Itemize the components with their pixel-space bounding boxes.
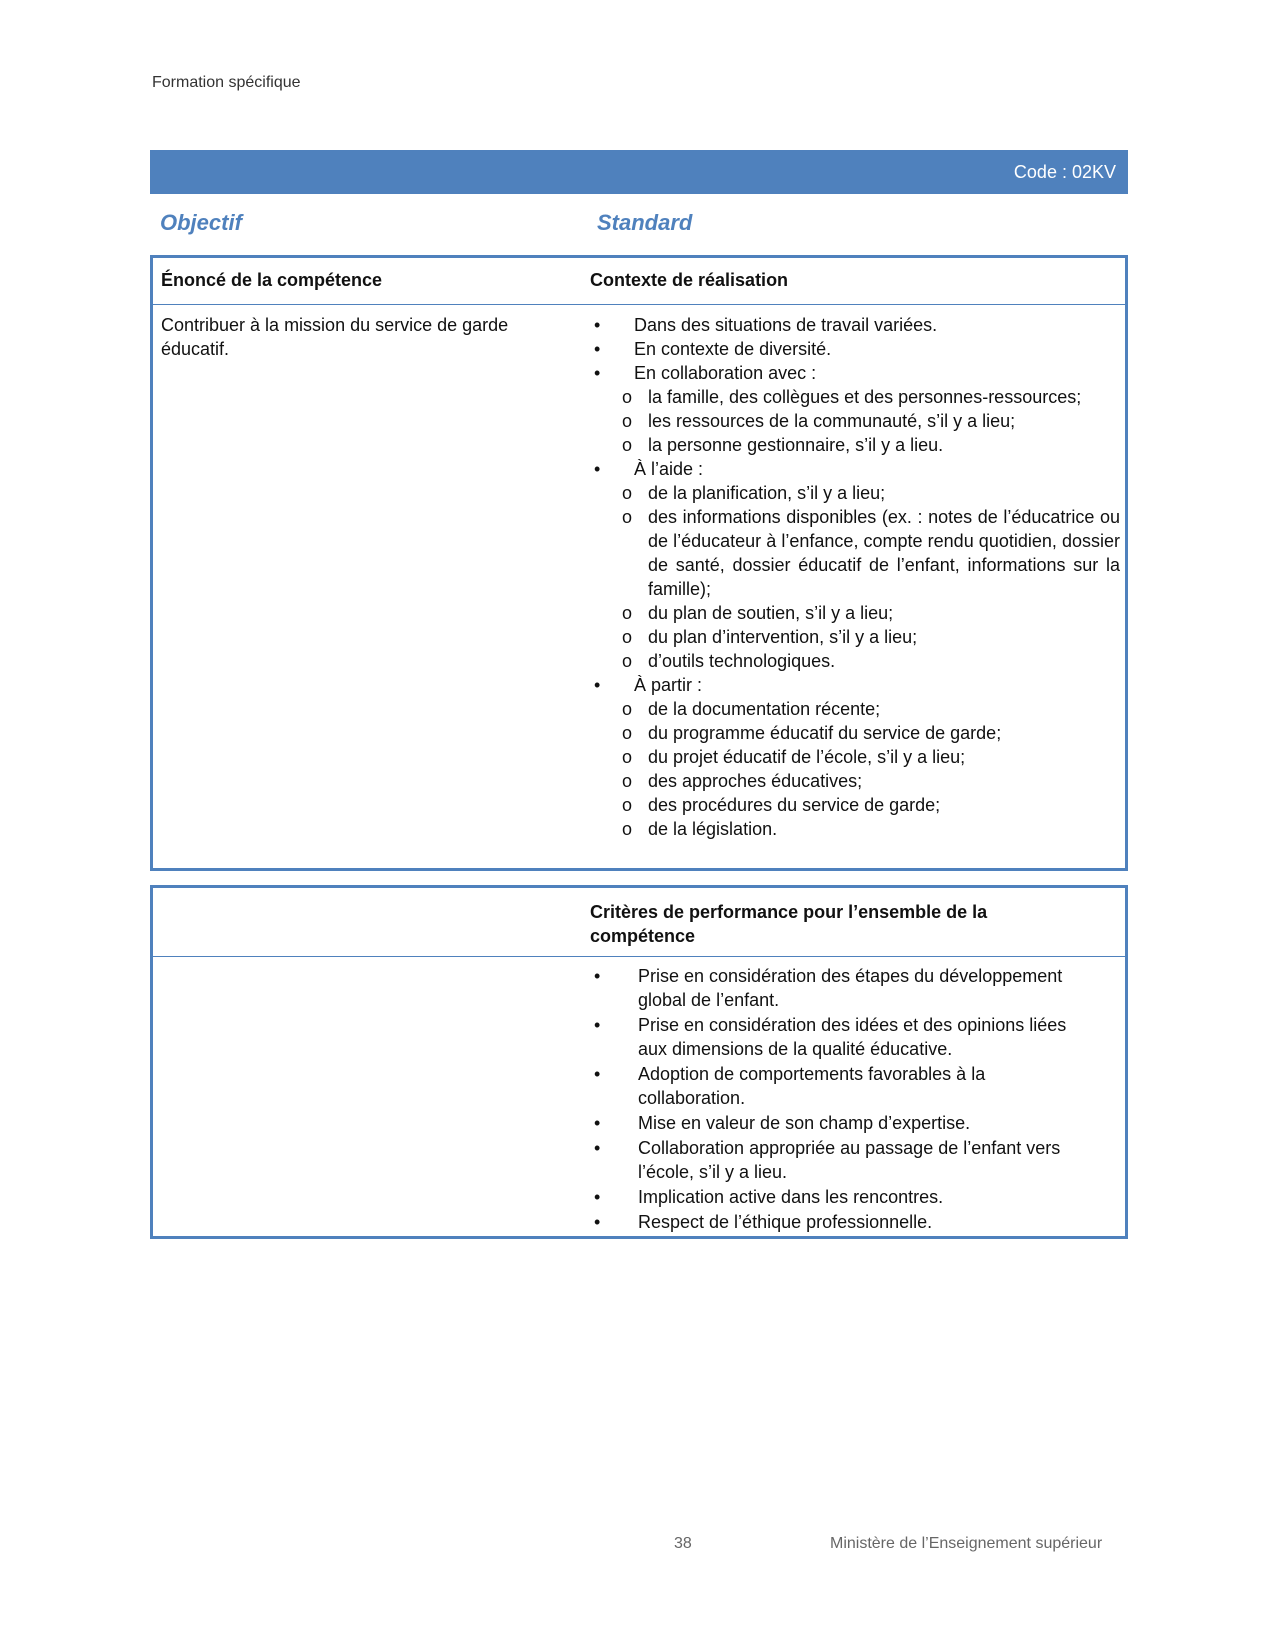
context-subitem: o la personne gestionnaire, s’il y a lieu.	[620, 433, 1120, 457]
context-item-text: À partir :	[634, 675, 703, 695]
context-sublist	[620, 385, 1120, 457]
competence-statement: Contribuer à la mission du service de garde éducatif.	[161, 315, 509, 359]
context-item-text: À l’aide :	[634, 459, 704, 479]
context-item-text: Dans des situations de travail variées.	[634, 315, 938, 335]
criteria-list-container	[590, 964, 1090, 1235]
context-subitem: o la famille, des collègues et des personnes-ressources;	[620, 385, 1120, 409]
competency-code: Code : 02KV	[1013, 161, 1116, 182]
context-item	[590, 337, 1120, 361]
context-subitem: o de la législation.	[620, 817, 1120, 841]
context-subitem: o des informations disponibles (ex. : notes de l’éducatrice ou de l’éducateur à l’enfance, compte rendu quotidien, dossier de santé, dossier éducatif de l’enfant, informations sur la famille);	[620, 505, 1120, 601]
criteria-list	[590, 964, 1090, 1234]
context-subitem: o de la documentation récente;	[620, 697, 1120, 721]
code-banner	[150, 150, 1128, 194]
ministry-footer: Ministère de l’Enseignement supérieur	[830, 1535, 1103, 1552]
context-subitem: o du plan d’intervention, s’il y a lieu;	[620, 625, 1120, 649]
criteria-table	[150, 885, 1128, 1239]
context-subitem: o du plan de soutien, s’il y a lieu;	[620, 601, 1120, 625]
context-column-title: Contexte de réalisation	[590, 270, 789, 290]
criteria-table-header	[153, 888, 1125, 957]
context-subitem: o de la planification, s’il y a lieu;	[620, 481, 1120, 505]
criteria-item: • Prise en considération des idées et des opinions liées aux dimensions de la qualité éducative.	[590, 1013, 1090, 1061]
objective-heading: Objectif	[160, 210, 242, 235]
context-item	[590, 361, 1120, 457]
competence-table	[150, 255, 1128, 871]
context-item-text: En collaboration avec :	[634, 363, 817, 383]
context-subitem: o du projet éducatif de l’école, s’il y a lieu;	[620, 745, 1120, 769]
criteria-item: • Collaboration appropriée au passage de l’enfant vers l’école, s’il y a lieu.	[590, 1136, 1090, 1184]
context-subitem: o des approches éducatives;	[620, 769, 1120, 793]
context-subitem: o des procédures du service de garde;	[620, 793, 1120, 817]
context-list-container	[590, 313, 1120, 841]
criteria-item: • Respect de l’éthique professionnelle.	[590, 1210, 1090, 1234]
context-subitem: o d’outils technologiques.	[620, 649, 1120, 673]
context-item	[590, 313, 1120, 337]
context-subitem: o du programme éducatif du service de garde;	[620, 721, 1120, 745]
competence-table-header	[153, 258, 1125, 305]
criteria-item: • Implication active dans les rencontres.	[590, 1185, 1090, 1209]
criteria-title: Critères de performance pour l’ensemble de la compétence	[590, 902, 988, 946]
section-label: Formation spécifique	[152, 74, 301, 91]
page-number: 38	[674, 1535, 692, 1552]
context-item-text: En contexte de diversité.	[634, 339, 832, 359]
context-item	[590, 673, 1120, 841]
context-list	[590, 313, 1120, 841]
criteria-item: • Mise en valeur de son champ d’expertise.	[590, 1111, 1090, 1135]
context-sublist	[620, 481, 1120, 673]
criteria-item: • Prise en considération des étapes du développement global de l’enfant.	[590, 964, 1090, 1012]
criteria-item: • Adoption de comportements favorables à la collaboration.	[590, 1062, 1090, 1110]
standard-heading: Standard	[597, 210, 693, 235]
competence-column-title: Énoncé de la compétence	[161, 270, 383, 290]
context-subitem: o les ressources de la communauté, s’il y a lieu;	[620, 409, 1120, 433]
context-item	[590, 457, 1120, 673]
context-sublist	[620, 697, 1120, 841]
